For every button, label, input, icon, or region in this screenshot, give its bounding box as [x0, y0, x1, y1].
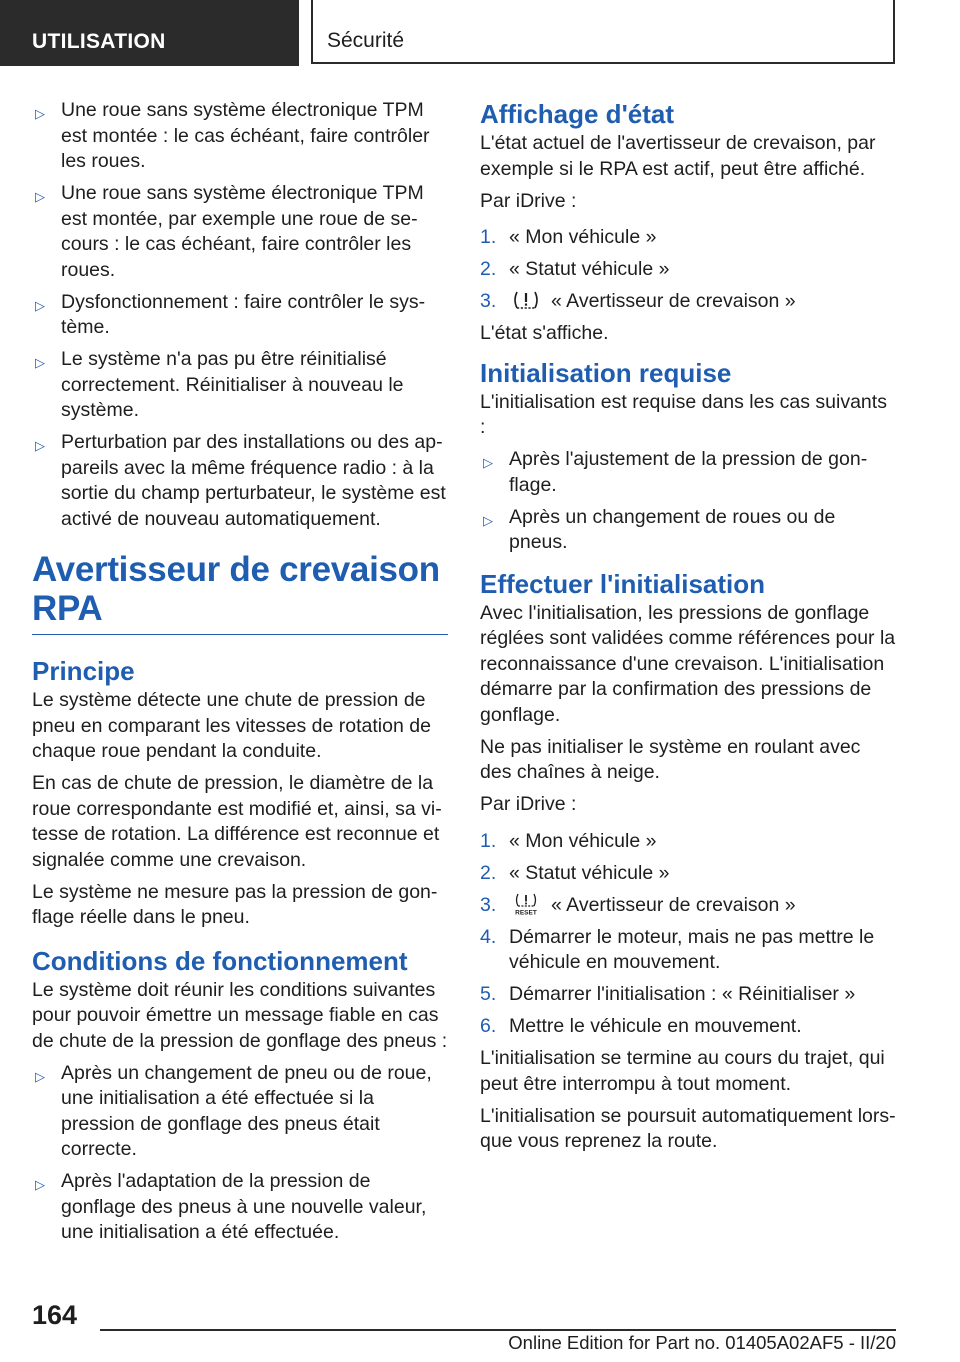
- init-requise-heading: Initialisation requise: [480, 357, 732, 388]
- list-item: ▷ Après l'ajustement de la pression de gonflage.: [483, 448, 868, 496]
- effectuer-steps: [480, 829, 896, 1040]
- page-number: 164: [32, 1300, 78, 1330]
- list-item: ▷ Après l'adaptation de la pression de gonflage des pneus à une nouvelle valeur, une initialisation a été effectuée.: [35, 1170, 427, 1243]
- list-item: 3. « Avertisseur de crevaison »: [480, 290, 796, 312]
- footer-divider: [100, 1329, 896, 1331]
- list-item: ▷ Après un changement de roues ou de pneus.: [483, 505, 836, 553]
- edition-note: Online Edition for Part no. 01405A02AF5 - II/20: [508, 1332, 896, 1353]
- paragraph: Par iDrive :: [480, 793, 577, 815]
- triangle-bullet-icon: ▷: [35, 106, 45, 121]
- svg-text:RESET: RESET: [515, 909, 537, 915]
- page-header: [0, 0, 960, 66]
- list-item: ▷ Après un changement de pneu ou de roue, une initialisation a été effectuée si la pression de gonflage des pneus était correcte.: [35, 1061, 432, 1160]
- conditions-heading: Conditions de fonctionnement: [32, 945, 408, 976]
- list-item: 3. RESET « Avertisseur de crevaison »: [480, 893, 796, 916]
- paragraph: L'initialisation est requise dans les cas suivants :: [480, 390, 887, 438]
- section-tab: UTILISATION: [0, 0, 299, 66]
- right-column: [480, 98, 896, 1161]
- principe-heading: Principe: [32, 656, 135, 686]
- list-item: ▷ Une roue sans système électronique TPM est montée : le cas échéant, faire contrôler les roues.: [35, 99, 430, 172]
- paragraph: Avec l'initialisation, les pressions de gonflage réglées sont validées comme références pour la reconnaissance d'une crevaison. L'initialisation démarre par la confirmation des pressions de gonflage.: [480, 601, 896, 726]
- tire-reset-icon: [509, 893, 543, 915]
- paragraph: L'initialisation se termine au cours du trajet, qui peut être interrompu à tout moment.: [480, 1047, 885, 1095]
- list-item: ▷ Dysfonctionnement : faire contrôler le système.: [35, 290, 426, 338]
- list-item: ▷ Perturbation par des installations ou des appareils avec la même fréquence radio : à la sortie du champ perturbateur, le système est activé de nouveau automatiquement.: [35, 431, 446, 530]
- intro-bullet-list: [32, 98, 448, 532]
- list-item: 2. « Statut véhicule »: [480, 861, 670, 884]
- triangle-bullet-icon: ▷: [35, 189, 45, 204]
- list-item: 6. Mettre le véhicule en mouvement.: [480, 1015, 802, 1037]
- list-item: 2. « Statut véhicule »: [480, 258, 670, 280]
- effectuer-heading: Effectuer l'initialisation: [480, 568, 766, 599]
- paragraph: L'état s'affiche.: [480, 322, 609, 344]
- list-item: ▷ Le système n'a pas pu être réinitialisé correctement. Réinitialiser à nouveau le système.: [35, 348, 404, 421]
- list-item: 5. Démarrer l'initialisation : « Réinitialiser »: [480, 983, 856, 1005]
- paragraph: L'état actuel de l'avertisseur de crevaison, par exemple si le RPA est actif, peut être affiché.: [480, 132, 876, 180]
- list-item: ▷ Une roue sans système électronique TPM est montée, par exemple une roue de secours : le cas échéant, faire contrôler les roues.: [35, 182, 424, 281]
- paragraph: L'initialisation se poursuit automatiquement lorsque vous reprenez la route.: [480, 1104, 896, 1152]
- affichage-steps: [480, 225, 896, 315]
- paragraph: En cas de chute de pression, le diamètre de la roue correspondante est modifié et, ainsi, sa vitesse de rotation. La différence est reconnue et signalée comme une crevaison.: [32, 772, 442, 871]
- list-item: 1. « Mon véhicule »: [480, 829, 657, 852]
- triangle-bullet-icon: ▷: [35, 297, 45, 313]
- affichage-heading: Affichage d'état: [480, 99, 674, 129]
- paragraph: Ne pas initialiser le système en roulant avec des chaînes à neige.: [480, 735, 861, 783]
- list-item: 1. « Mon véhicule »: [480, 226, 657, 248]
- tire-warning-icon: [509, 289, 543, 311]
- paragraph: Par iDrive :: [480, 189, 577, 212]
- triangle-bullet-icon: ▷: [35, 1177, 45, 1192]
- list-item: 4. Démarrer le moteur, mais ne pas mettre le véhicule en mouvement.: [480, 925, 875, 973]
- init-requise-bullets: [480, 447, 896, 556]
- paragraph: Le système détecte une chute de pression de pneu en comparant les vitesses de rotation de chaque roue pendant la conduite.: [32, 689, 431, 762]
- triangle-bullet-icon: ▷: [483, 455, 493, 470]
- section-title: Avertisseur de crevaison RPA: [32, 550, 448, 635]
- paragraph: Le système ne mesure pas la pression de gonflage réelle dans le pneu.: [32, 880, 438, 928]
- conditions-bullet-list: [32, 1061, 448, 1246]
- triangle-bullet-icon: ▷: [35, 1068, 45, 1084]
- triangle-bullet-icon: ▷: [483, 512, 493, 528]
- triangle-bullet-icon: ▷: [35, 438, 45, 453]
- triangle-bullet-icon: ▷: [35, 355, 45, 370]
- paragraph: Le système doit réunir les conditions suivantes pour pouvoir émettre un message fiable en cas de chute de la pression de gonflage des pneus :: [32, 978, 448, 1052]
- left-column: [32, 98, 448, 1252]
- topic-tab: Sécurité: [311, 0, 895, 64]
